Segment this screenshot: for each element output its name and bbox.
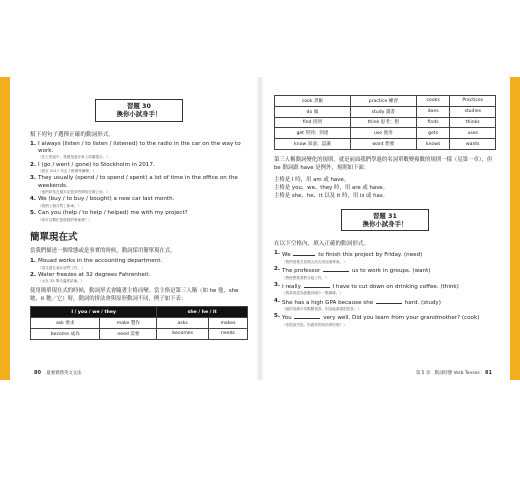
right-page — [264, 77, 510, 380]
table-header: she / he / it — [157, 307, 248, 318]
rule-line: 主格是 I 時，用 am 或 have。 — [274, 176, 350, 183]
translation-note: （水在 32 華氏溫度結凍。） — [38, 279, 85, 284]
answer-blank[interactable] — [293, 250, 315, 256]
book-title: 最強實務英文文法 — [46, 371, 82, 376]
exercise-title: 習題 31 — [373, 211, 397, 220]
table-row: cook 煮飯 practice 練習 cooks Practices — [275, 96, 496, 107]
verb-table — [30, 306, 248, 339]
rule-line: 主格是 she、he、it 以及 it 時，用 is 或 has。 — [274, 193, 389, 200]
list-item: 5. Can you (help / to help / helped) me with my project? — [30, 210, 188, 217]
left-yellow-tab — [0, 77, 10, 380]
list-item: 3. They usually (spend / to spend / spent) a lot of time in the office on the weekends. — [30, 175, 238, 189]
table-row: become 成為 need 需要 becomes needs — [31, 328, 248, 339]
page-number: 80 — [34, 370, 41, 376]
chapter-title: 第 5 章 動詞時態 Verb Tenses — [415, 371, 480, 376]
rule-paragraph: 使用簡單現在式的時候，動詞形式會隨著主格而變。當主格是第三人稱（如 he 他、she 她、it 牠／它）時，動詞的拼法會與原形動詞不同，例子如下表： — [30, 287, 239, 302]
page-number: 81 — [485, 370, 492, 376]
verb-table-continued — [274, 95, 496, 150]
section-heading: 簡單現在式 — [30, 231, 78, 243]
left-footer — [30, 370, 82, 376]
right-yellow-tab — [510, 77, 520, 380]
example-item: 2. Water freezes at 32 degrees Fahrenheit. — [30, 271, 151, 278]
translation-note: （我真的認為我應該減少一點咖啡。） — [282, 291, 344, 296]
table-row: ask 要求 make 製作 asks makes — [31, 318, 248, 329]
translation-note: （她的成績平均點數很高，因為她讀書很認真。） — [282, 306, 362, 311]
translation-note: （你可以幫忙我做我的專案嗎？） — [38, 217, 92, 222]
list-item: 3. I really I have to cut down on drinking coffee. (think) — [274, 281, 459, 290]
list-item: 2. I (go / went / gone) to Stockholm in 2017. — [30, 161, 155, 168]
rule-paragraph: 第三人稱動詞變化的規則，就是前面我們學過的名詞單數變複數的規則一樣（見第一章），但 be 動詞跟 have 是例外，規則如下面： — [274, 156, 493, 172]
list-item: 5. You very well. Did you learn from your grandmother? (cook) — [274, 313, 480, 322]
translation-note: （教授想要我們分組工作。） — [282, 275, 329, 280]
table-row: find 找到 think 思考；想 finds thinks — [275, 117, 496, 128]
right-footer — [416, 370, 496, 376]
answer-blank[interactable] — [294, 313, 320, 319]
exercise-31-box — [341, 209, 429, 232]
translation-note: （慕艾德在會計部門工作。） — [38, 265, 85, 270]
exercise-30-box — [95, 99, 183, 122]
list-item: 1. We to finish this project by Friday. (need) — [274, 250, 423, 259]
section-intro: 當我們描述一個常態或是事實的時候，動詞採用簡單現在式。 — [30, 247, 176, 254]
translation-note: （我們上個月買了新車。） — [38, 203, 82, 208]
table-header: I / you / we / they — [31, 307, 157, 318]
list-item: 4. She has a high GPA because she hard. (study) — [274, 297, 441, 306]
answer-blank[interactable] — [376, 298, 402, 304]
exercise-subtitle: 換你小試身手！ — [116, 110, 162, 119]
translation-note: （你很會烹飪。你跟你的奶奶學的嗎？） — [282, 322, 347, 327]
translation-note: （在上班途中，我總是會在車上收聽電台。） — [38, 155, 110, 160]
translation-note: （他們常常在週末花很多時間待在辦公室。） — [38, 190, 110, 195]
table-row: know 知道；認識 want 想要 knows wants — [275, 139, 496, 150]
example-item: 1. Mouad works in the accounting department. — [30, 258, 163, 265]
exercise-instruction: 在以下空格內，填入正確的動詞形式。 — [274, 241, 370, 248]
list-item: 2. The professor us to work in groups. (want) — [274, 266, 431, 275]
table-row: get 得到；到達 use 使用 gets uses — [275, 128, 496, 139]
exercise-subtitle: 換你小試身手！ — [362, 220, 408, 229]
translation-note: （我在 2017 年去了斯德哥爾摩。） — [38, 169, 97, 174]
list-item: 4. We (buy / to buy / bought) a new car last month. — [30, 196, 175, 203]
book-spread — [0, 77, 520, 380]
left-page — [10, 77, 256, 380]
exercise-title: 習題 30 — [127, 102, 151, 110]
list-item: 1. I always (listen / to listen / listened) to the radio in the car on the way to work. — [30, 140, 241, 155]
translation-note: （我們需要在星期五前完成這個專案。） — [282, 259, 347, 264]
answer-blank[interactable] — [304, 282, 330, 288]
answer-blank[interactable] — [323, 266, 349, 272]
table-row: do 做 study 讀書 does studies — [275, 106, 496, 117]
book-gutter — [256, 77, 264, 380]
exercise-instruction: 幫下列句子選擇正確的動詞形式。 — [30, 131, 114, 138]
rule-line: 主格是 you、we、they 時，用 are 或 have。 — [274, 185, 389, 192]
